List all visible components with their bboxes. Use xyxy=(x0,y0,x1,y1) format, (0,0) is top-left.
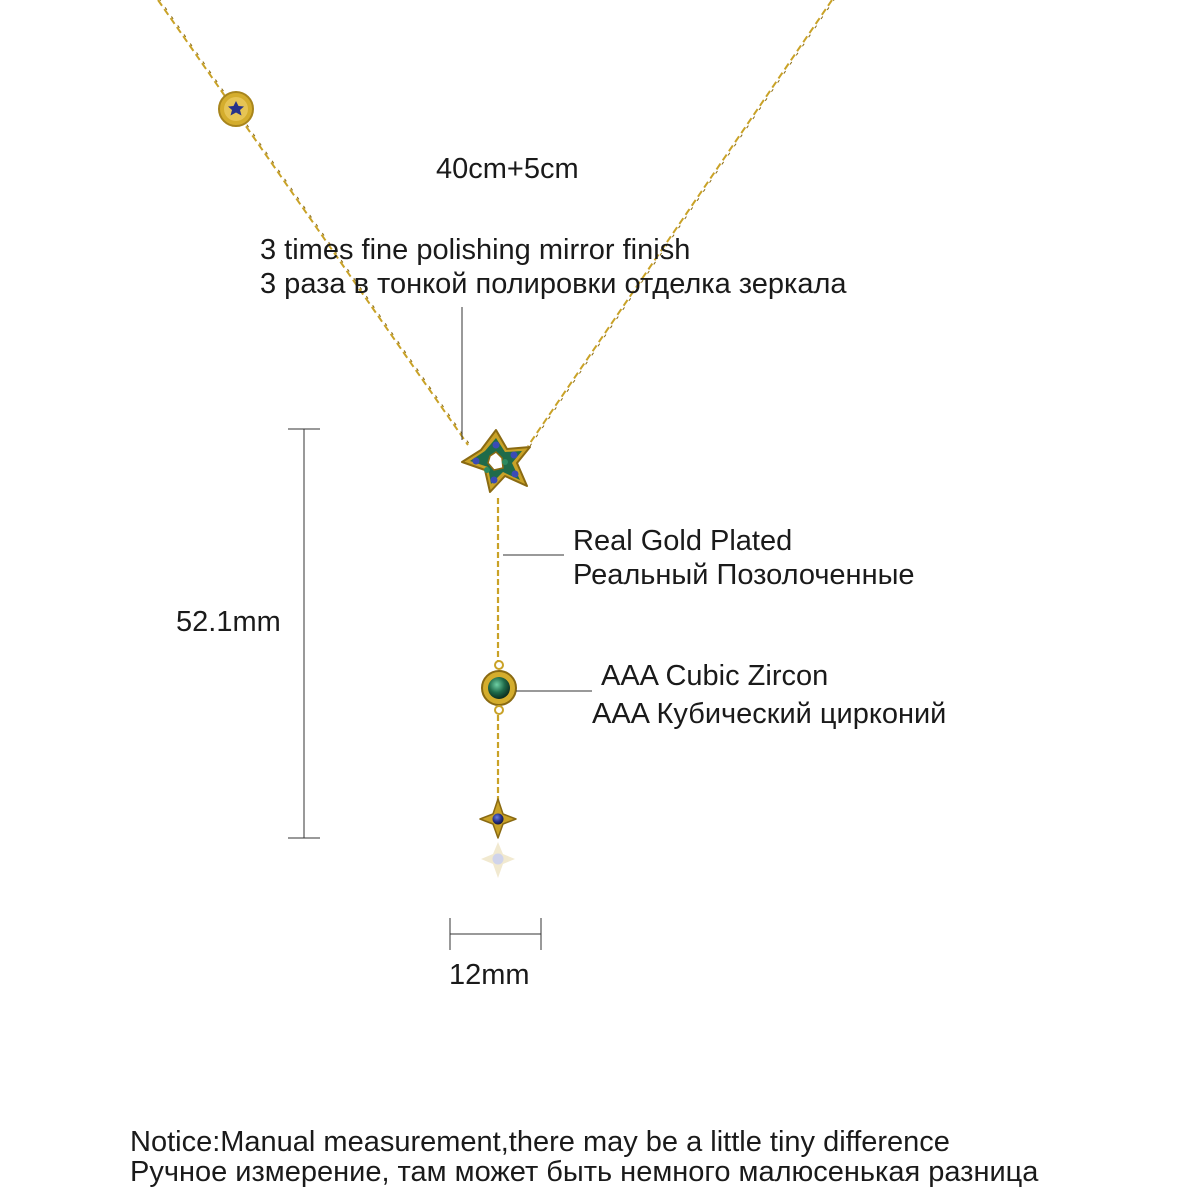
polish-label-ru: 3 раза в тонкой полировки отделка зеркала xyxy=(260,268,847,300)
zircon-label-ru: AAA Кубический цирконий xyxy=(592,698,947,730)
notice-ru: Ручное измерение, там может быть немного малюсенькая разница xyxy=(130,1156,1039,1188)
round-star-charm xyxy=(219,92,253,126)
chain-left xyxy=(158,0,470,445)
zircon-label-en: AAA Cubic Zircon xyxy=(601,660,829,692)
chain-right xyxy=(528,0,834,446)
pendant-width-label: 12mm xyxy=(449,959,530,991)
pendant-height-label: 52.1mm xyxy=(176,606,281,638)
width-dimension xyxy=(450,918,541,950)
gold-label-en: Real Gold Plated xyxy=(573,525,793,557)
star-pendant xyxy=(462,430,530,492)
polish-label-en: 3 times fine polishing mirror finish xyxy=(260,234,691,266)
four-point-star-charm xyxy=(480,799,516,838)
height-dimension xyxy=(288,429,320,838)
emerald-bezel xyxy=(482,661,516,714)
chain-length-label: 40cm+5cm xyxy=(436,153,579,185)
gold-label-ru: Реальный Позолоченные xyxy=(573,559,915,591)
notice-en: Notice:Manual measurement,there may be a little tiny difference xyxy=(130,1126,950,1158)
charm-reflection xyxy=(481,842,515,878)
